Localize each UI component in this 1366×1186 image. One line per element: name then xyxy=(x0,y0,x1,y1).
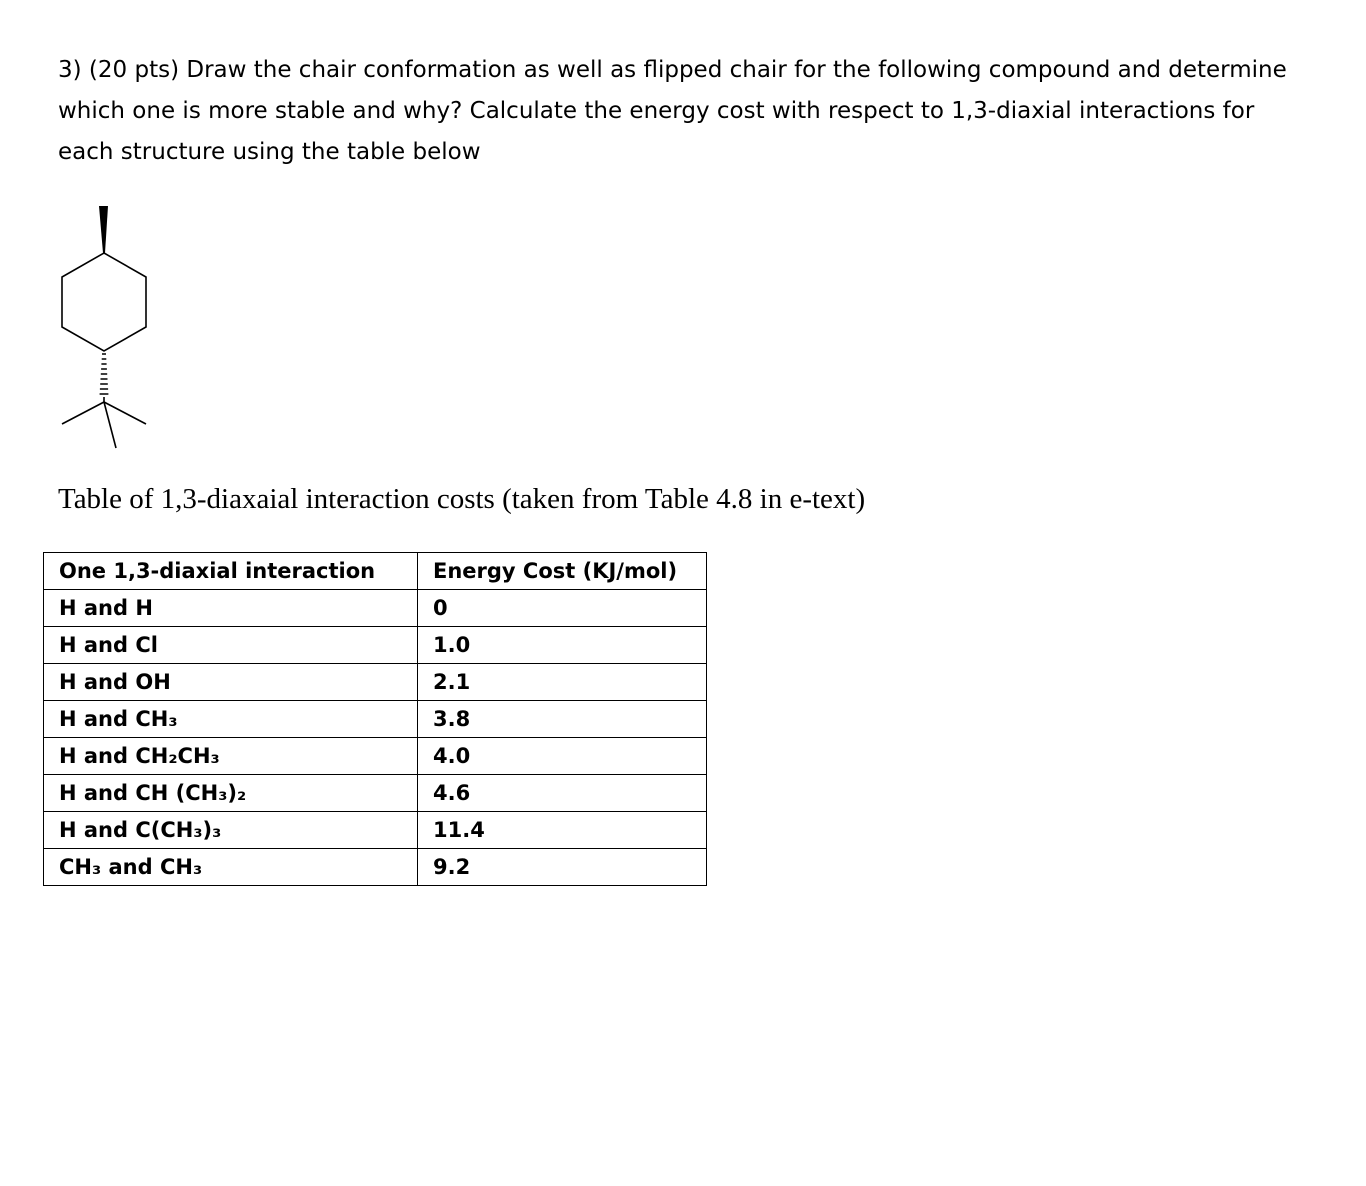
hashed-bond xyxy=(100,354,109,394)
table-row xyxy=(44,590,707,627)
cost-cell: 4.0 xyxy=(418,738,707,775)
cost-cell: 1.0 xyxy=(418,627,707,664)
table-caption: Table of 1,3-diaxaial interaction costs (taken from Table 4.8 in e-text) xyxy=(58,483,866,515)
interaction-cell: H and H xyxy=(44,590,418,627)
cyclohexane-ring xyxy=(62,253,146,351)
table-row xyxy=(44,627,707,664)
tert-butyl-group xyxy=(62,397,146,448)
cost-cell: 9.2 xyxy=(418,849,707,886)
header-interaction: One 1,3-diaxial interaction xyxy=(44,553,418,590)
interaction-cell: H and CH₂CH₃ xyxy=(44,738,418,775)
cost-cell: 3.8 xyxy=(418,701,707,738)
table-row xyxy=(44,849,707,886)
interaction-cell: H and C(CH₃)₃ xyxy=(44,812,418,849)
interaction-cell: CH₃ and CH₃ xyxy=(44,849,418,886)
cost-cell: 4.6 xyxy=(418,775,707,812)
cyclohexane-structure xyxy=(40,195,170,455)
wedge-bond xyxy=(99,206,108,253)
table-row xyxy=(44,738,707,775)
cost-cell: 2.1 xyxy=(418,664,707,701)
interaction-cell: H and CH₃ xyxy=(44,701,418,738)
table-row xyxy=(44,775,707,812)
interaction-cell: H and Cl xyxy=(44,627,418,664)
header-energy-cost: Energy Cost (KJ/mol) xyxy=(418,553,707,590)
interaction-cost-table xyxy=(43,552,707,886)
table-row xyxy=(44,812,707,849)
cost-cell: 11.4 xyxy=(418,812,707,849)
question-text: 3) (20 pts) Draw the chair conformation as well as flipped chair for the following compound and determine which one is more stable and why? Calculate the energy cost with respect to 1,3-diaxial interactions for each structure using the table below xyxy=(58,57,1287,165)
cost-cell: 0 xyxy=(418,590,707,627)
table-row xyxy=(44,664,707,701)
interaction-cell: H and OH xyxy=(44,664,418,701)
table-header-row xyxy=(44,553,707,590)
interaction-cell: H and CH (CH₃)₂ xyxy=(44,775,418,812)
table-row xyxy=(44,701,707,738)
